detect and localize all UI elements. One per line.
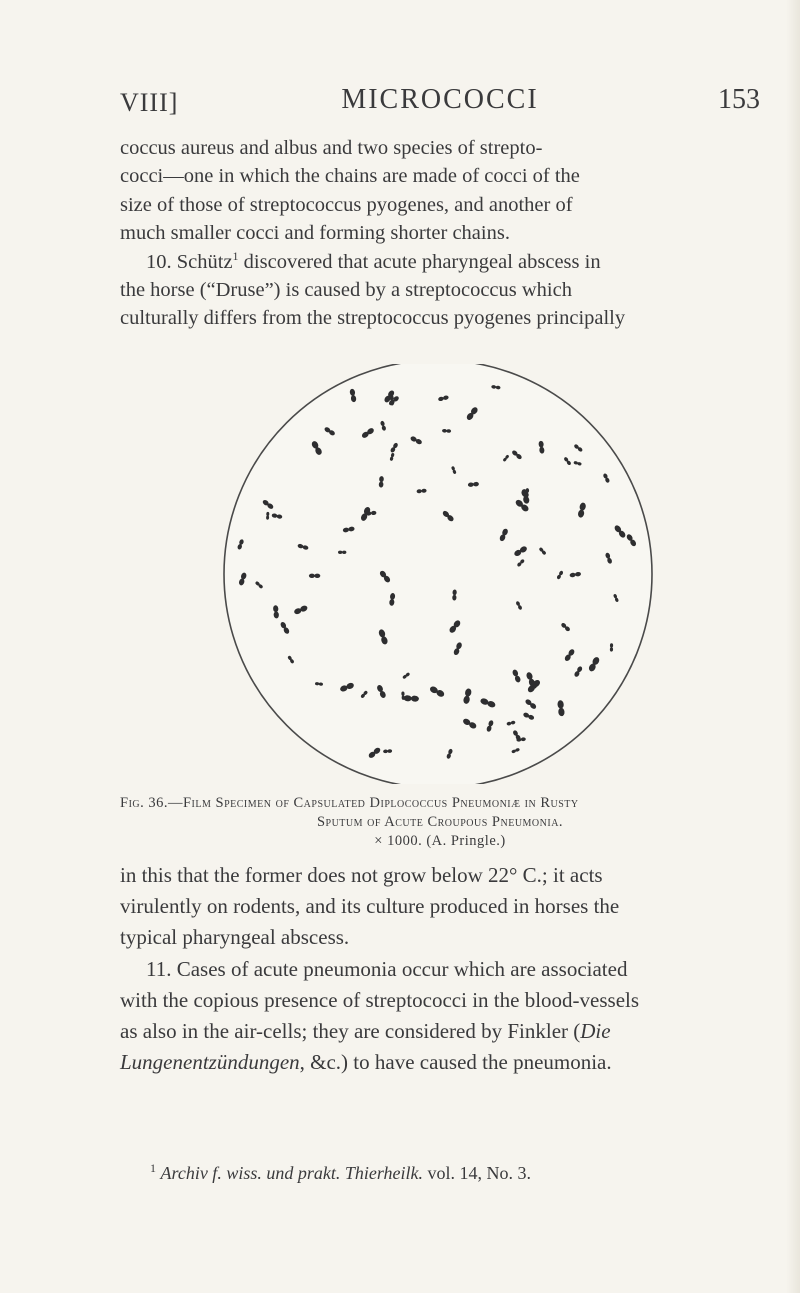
paragraph-top (120, 134, 760, 333)
text-span: as also in the air-cells; they are considered by Finkler ( (120, 1019, 581, 1044)
text-span: , &c.) to have caused the pneumonia. (299, 1050, 612, 1075)
text-line: much smaller cocci and forming shorter chains. (120, 222, 510, 245)
microscope-field-circle (224, 364, 652, 784)
text-line: in this that the former does not grow below 22° C.; it acts (120, 863, 603, 887)
text-line (120, 1016, 760, 1047)
italic-title: Die (580, 1019, 611, 1044)
section-11-line: 11. Cases of acute pneumonia occur which are associated (146, 956, 628, 981)
page-edge (786, 0, 800, 1293)
footnote-marker: 1 (150, 1161, 156, 1175)
running-title: MICROCOCCI (341, 84, 539, 115)
chapter-number: VIII] (120, 88, 179, 117)
section-10-line (120, 248, 760, 276)
caption-line-1: Fig. 36.—Film Specimen of Capsulated Diplococcus Pneumoniæ in Rusty (120, 795, 579, 811)
paragraph-bottom (120, 860, 760, 1078)
text-line: with the copious presence of streptococci in the blood-vessels (120, 987, 640, 1012)
text-line: cocci—one in which the chains are made of cocci of the (120, 165, 580, 188)
page-number: 153 (718, 84, 760, 115)
text-line: typical pharyngeal abscess. (120, 925, 350, 950)
text-line: size of those of streptococcus pyogenes, and another of (120, 193, 573, 216)
micrograph-illustration (120, 364, 760, 784)
caption-line-3: × 1000. (A. Pringle.) (374, 833, 506, 849)
text-line: culturally differs from the streptococcus pyogenes principally (120, 307, 626, 330)
text-line: virulently on rodents, and its culture produced in horses the (120, 894, 620, 919)
caption-line-2: Sputum of Acute Croupous Pneumonia. (316, 814, 564, 830)
figure-caption (120, 794, 760, 851)
footnote-source: Archiv f. wiss. und prakt. Thierheilk. (160, 1163, 423, 1183)
section-10-rest: discovered that acute pharyngeal abscess in (238, 250, 601, 273)
text-line: the horse (“Druse”) is caused by a streptococcus which (120, 279, 572, 302)
section-10-start: 10. Schütz (146, 250, 233, 273)
text-line (120, 1047, 760, 1078)
italic-title: Lungenentzündungen (120, 1050, 300, 1075)
footnote (150, 1161, 760, 1185)
text-line: coccus aureus and albus and two species of strepto- (120, 137, 543, 159)
footnote-ref: 1 (232, 248, 239, 263)
page-header (120, 84, 760, 124)
footnote-volume: vol. 14, No. 3. (423, 1163, 531, 1183)
micrograph-figure (120, 364, 760, 784)
